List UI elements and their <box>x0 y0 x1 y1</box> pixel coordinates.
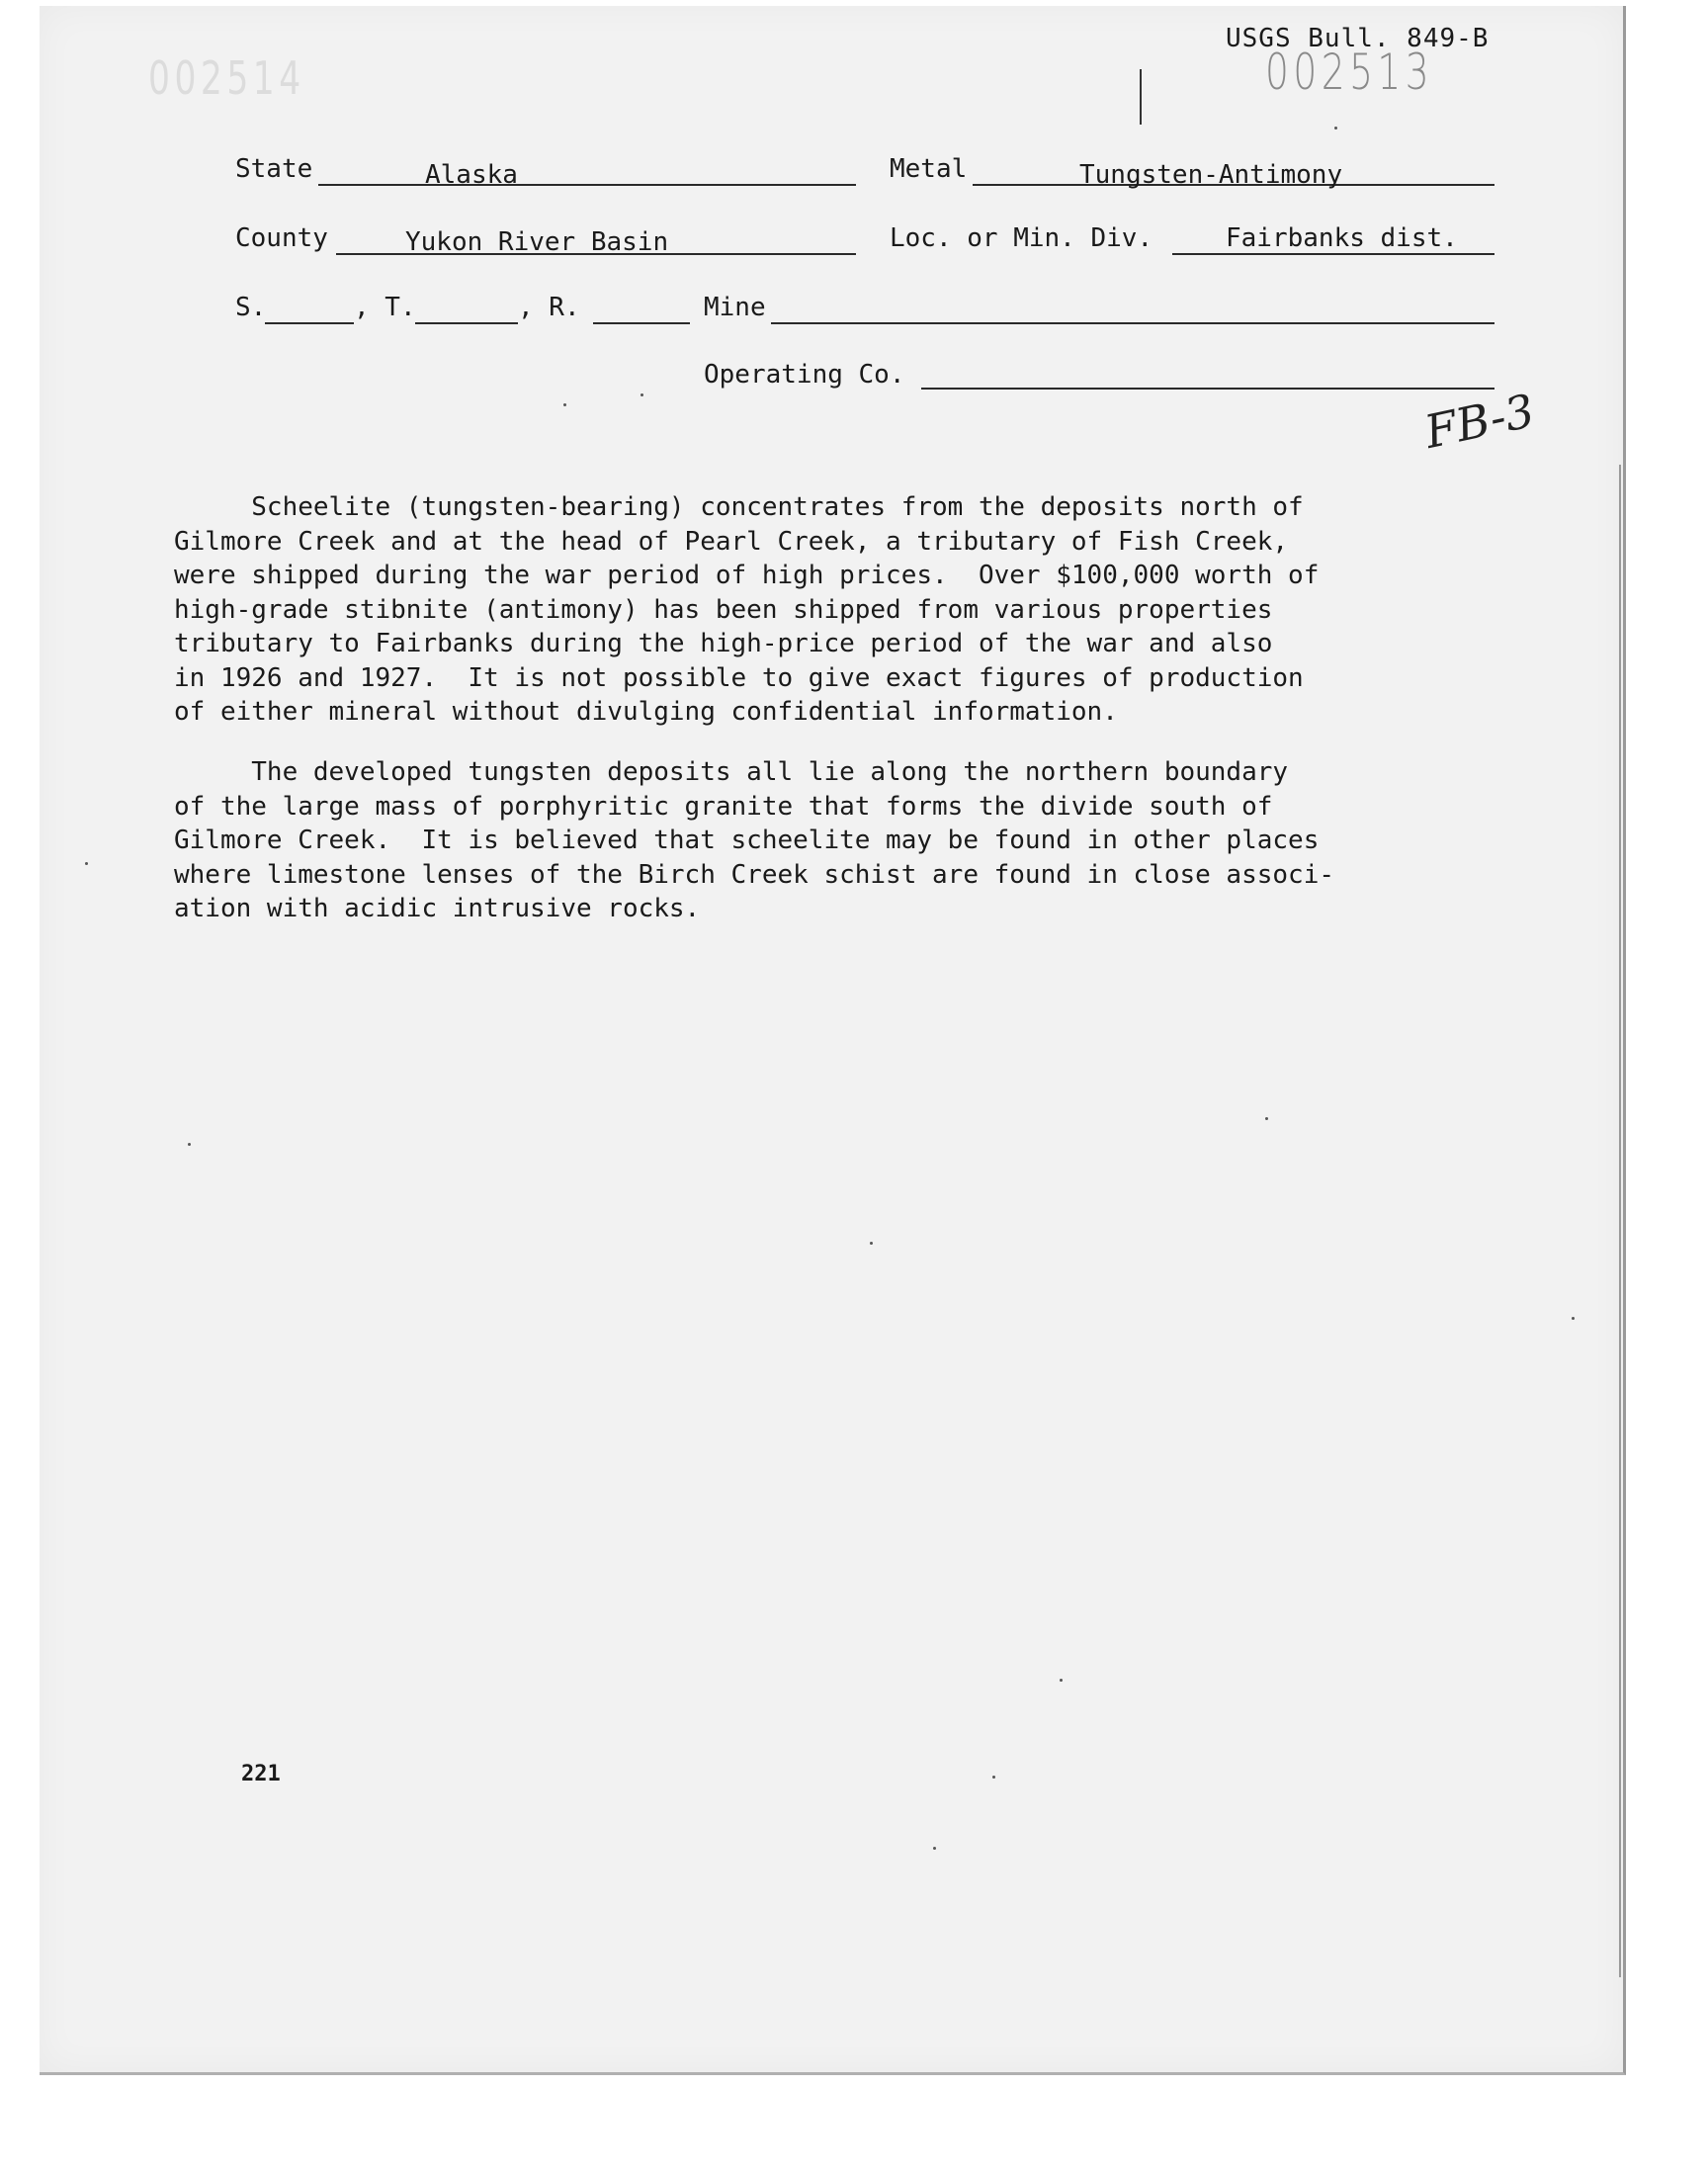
metal-label: Metal <box>890 154 968 184</box>
text-line: in 1926 and 1927. It is not possible to give exact figures of production <box>174 662 1304 693</box>
text-line: Scheelite (tungsten-bearing) concentrates from the deposits north of <box>174 492 1304 522</box>
county-value: Yukon River Basin <box>405 227 669 257</box>
mine-label: Mine <box>704 293 766 322</box>
township-label: , T. <box>354 293 416 322</box>
location-value: Fairbanks dist. <box>1226 223 1458 253</box>
scan-margin <box>0 2076 1708 2175</box>
text-line: of either mineral without divulging confidential information. <box>174 697 1118 727</box>
metal-value: Tungsten-Antimony <box>1079 160 1343 190</box>
operating-company-underline <box>921 388 1494 390</box>
scan-speck <box>563 403 566 406</box>
text-line: of the large mass of porphyritic granite that forms the divide south of <box>174 791 1273 822</box>
pen-tick-mark <box>1140 69 1142 125</box>
scan-speck <box>992 1776 995 1779</box>
stamp-number: 002513 <box>1265 44 1434 101</box>
range-label: , R. <box>518 293 580 322</box>
county-label: County <box>235 223 328 253</box>
scan-edge-line <box>1619 465 1621 1977</box>
scan-speck <box>1265 1117 1268 1120</box>
text-line: Gilmore Creek and at the head of Pearl Creek, a tributary of Fish Creek, <box>174 526 1289 557</box>
text-line: tributary to Fairbanks during the high-price period of the war and also <box>174 629 1273 658</box>
ghost-stamp-number: 002514 <box>148 51 305 105</box>
bulletin-reference: USGS Bull. 849-B <box>1226 24 1490 53</box>
state-value: Alaska <box>425 160 518 190</box>
text-line: The developed tungsten deposits all lie along the northern boundary <box>174 757 1289 787</box>
state-label: State <box>235 154 313 184</box>
text-line: Gilmore Creek. It is believed that scheelite may be found in other places <box>174 826 1320 855</box>
paragraph-production <box>174 490 1459 730</box>
scan-speck <box>1060 1679 1063 1682</box>
section-label: S. <box>235 293 267 322</box>
handwritten-annotation: FB-3 <box>1419 384 1539 459</box>
text-line: where limestone lenses of the Birch Creek schist are found in close associ- <box>174 859 1334 890</box>
scan-speck <box>1334 127 1337 130</box>
state-underline <box>318 184 856 186</box>
scan-speck <box>933 1847 936 1850</box>
section-underline <box>265 322 354 324</box>
location-underline <box>1172 253 1494 255</box>
text-line: high-grade stibnite (antimony) has been shipped from various properties <box>174 594 1273 625</box>
mine-underline <box>771 322 1494 324</box>
operating-company-label: Operating Co. <box>704 360 905 390</box>
scan-speck <box>188 1143 191 1146</box>
text-line: were shipped during the war period of high prices. Over $100,000 worth of <box>174 561 1320 590</box>
scan-speck <box>1572 1317 1575 1320</box>
scan-speck <box>85 862 88 865</box>
range-underline <box>593 322 690 324</box>
text-line: ation with acidic intrusive rocks. <box>174 894 701 923</box>
scan-speck <box>870 1242 873 1245</box>
location-label: Loc. or Min. Div. <box>890 223 1153 253</box>
page-number: 221 <box>241 1762 281 1786</box>
scan-speck <box>640 393 643 396</box>
paragraph-geology <box>174 755 1459 926</box>
township-underline <box>415 322 518 324</box>
